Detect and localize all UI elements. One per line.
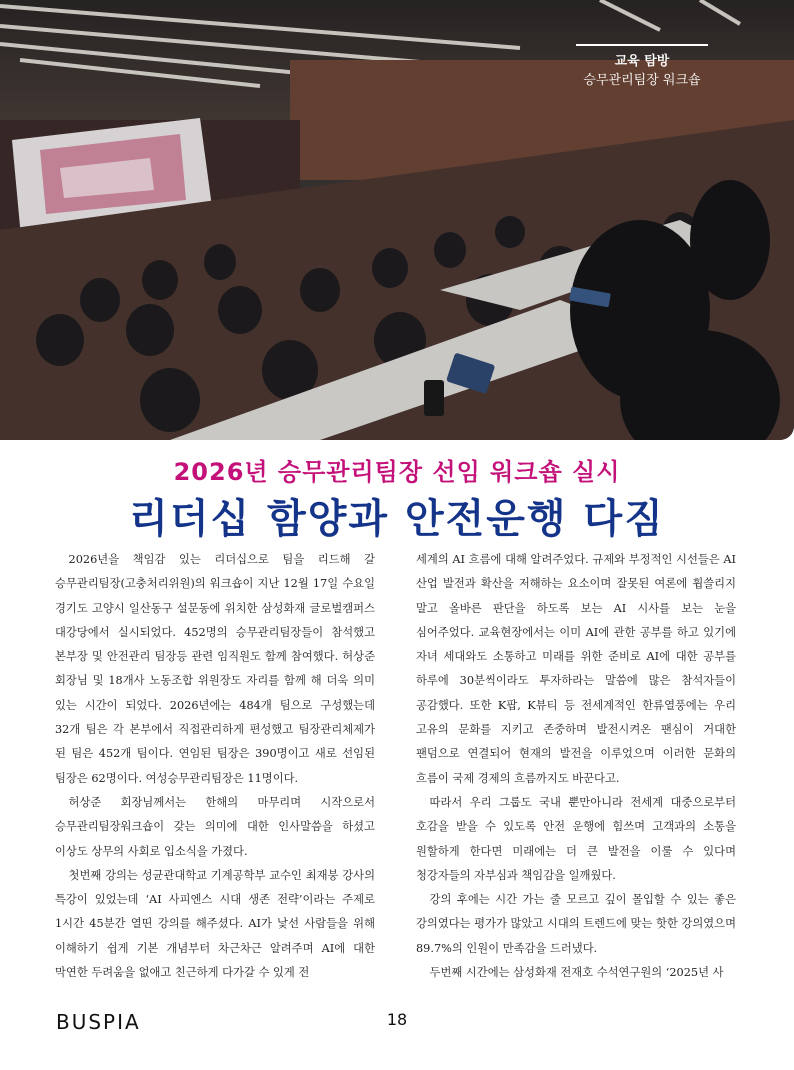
paragraph-4: 따라서 우리 그룹도 국내 뿐만아니라 전세계 대중으로부터 호감을 받을 수 있도록 안전 운행에 힘쓰며 고객과의 소통을 원할하게 한다면 미래에는 더 큰 발전을 이룰 수 있다며 청강자들의 자부심과 책임감을 일깨웠다. [416,795,736,882]
headline-subtitle: 2026년 승무관리팀장 선임 워크숍 실시 [173,458,621,486]
badge-category: 교육 탐방 [614,54,670,69]
section-badge [570,44,714,104]
page-number: 18 [386,1010,408,1029]
paragraph-3: 첫번째 강의는 성균관대학교 기계공학부 교수인 최재붕 강사의 특강이 있었는데 ‘AI 사피엔스 시대 생존 전략’이라는 주제로 1시간 45분간 열띤 강의를 해주셨다. AI가 낯선 사람들을 위해 이해하기 쉽게 기본 개념부터 차근차근 알려주며 AI에 대한 막연한 두려움을 없애고 친근하게 다가갈 수 있게 전 [55,868,375,980]
paragraph-5: 강의 후에는 시간 가는 줄 모르고 깊이 몰입할 수 있는 좋은 강의였다는 평가가 많았고 시대의 트렌드에 맞는 핫한 강의였으며 89.7%의 인원이 만족감을 드러냈다. [416,893,736,955]
paragraph-3-continued: 세계의 AI 흐름에 대해 알려주었다. 규제와 부정적인 시선들은 AI 산업 발전과 확산을 저해하는 요소이며 잘못된 여론에 휩쓸리지 말고 올바른 판단을 하도록 보는 AI 시사를 보는 눈을 심어주었다. 교육현장에서는 이미 AI에 관한 공부를 하고 있기에 자녀 세대와도 소통하고 미래를 위한 준비로 AI에 대한 공부를 하루에 30분씩이라도 투자하라는 말씀에 많은 참석자들이 공감했다. 또한 K팝, K뷰티 등 전세계적인 한류열풍에는 우리 고유의 문화를 지키고 존중하며 발전시켜온 팬심이 거대한 팬덤으로 연결되어 현재의 발전을 이루었으며 이러한 문화의 흐름이 국제 경제의 흐름까지도 바꾼다고. [416,553,736,785]
headline-title: 리더십 함양과 안전운행 다짐 [129,496,665,542]
paragraph-2: 허상준 회장님께서는 한해의 마무리며 시작으로서 승무관리팀장워크숍이 갖는 의미에 대한 인사말씀을 하셨고 이상도 상무의 사회로 입소식을 가졌다. [55,795,375,858]
paragraph-6: 두번째 시간에는 삼성화재 전재호 수석연구원의 ‘2025년 사 [429,966,724,980]
paragraph-1: 2026년을 책임감 있는 리더십으로 팀을 리드해 갈 승무관리팀장(고충처리위원)의 워크숍이 지난 12월 17일 수요일 경기도 고양시 일산동구 설문동에 위치한 삼성화재 글로벌캠퍼스 대강당에서 실시되었다. 452명의 승무관리팀장들이 참석했고 본부장 및 안전관리 팀장등 관련 임직원도 함께 참여했다. 허상준 회장님 및 18개사 노동조합 위원장도 자리를 함께 해 더욱 의미 있는 시간이 되었다. 2026년에는 484개 팀으로 구성했는데 32개 팀은 각 본부에서 직접관리하게 편성했고 팀장관리체제가 된 팀은 452개 팀이다. 연임된 팀장은 390명이고 새로 선임된 팀장은 62명이다. 여성승무관리팀장은 11명이다. [55,553,375,785]
badge-subtitle: 승무관리팀장 워크숍 [583,73,701,88]
article-column-left [55,548,375,985]
buspia-logo: BUSPIA [56,1010,141,1034]
badge-rule [576,44,708,46]
article-column-right [416,548,736,985]
